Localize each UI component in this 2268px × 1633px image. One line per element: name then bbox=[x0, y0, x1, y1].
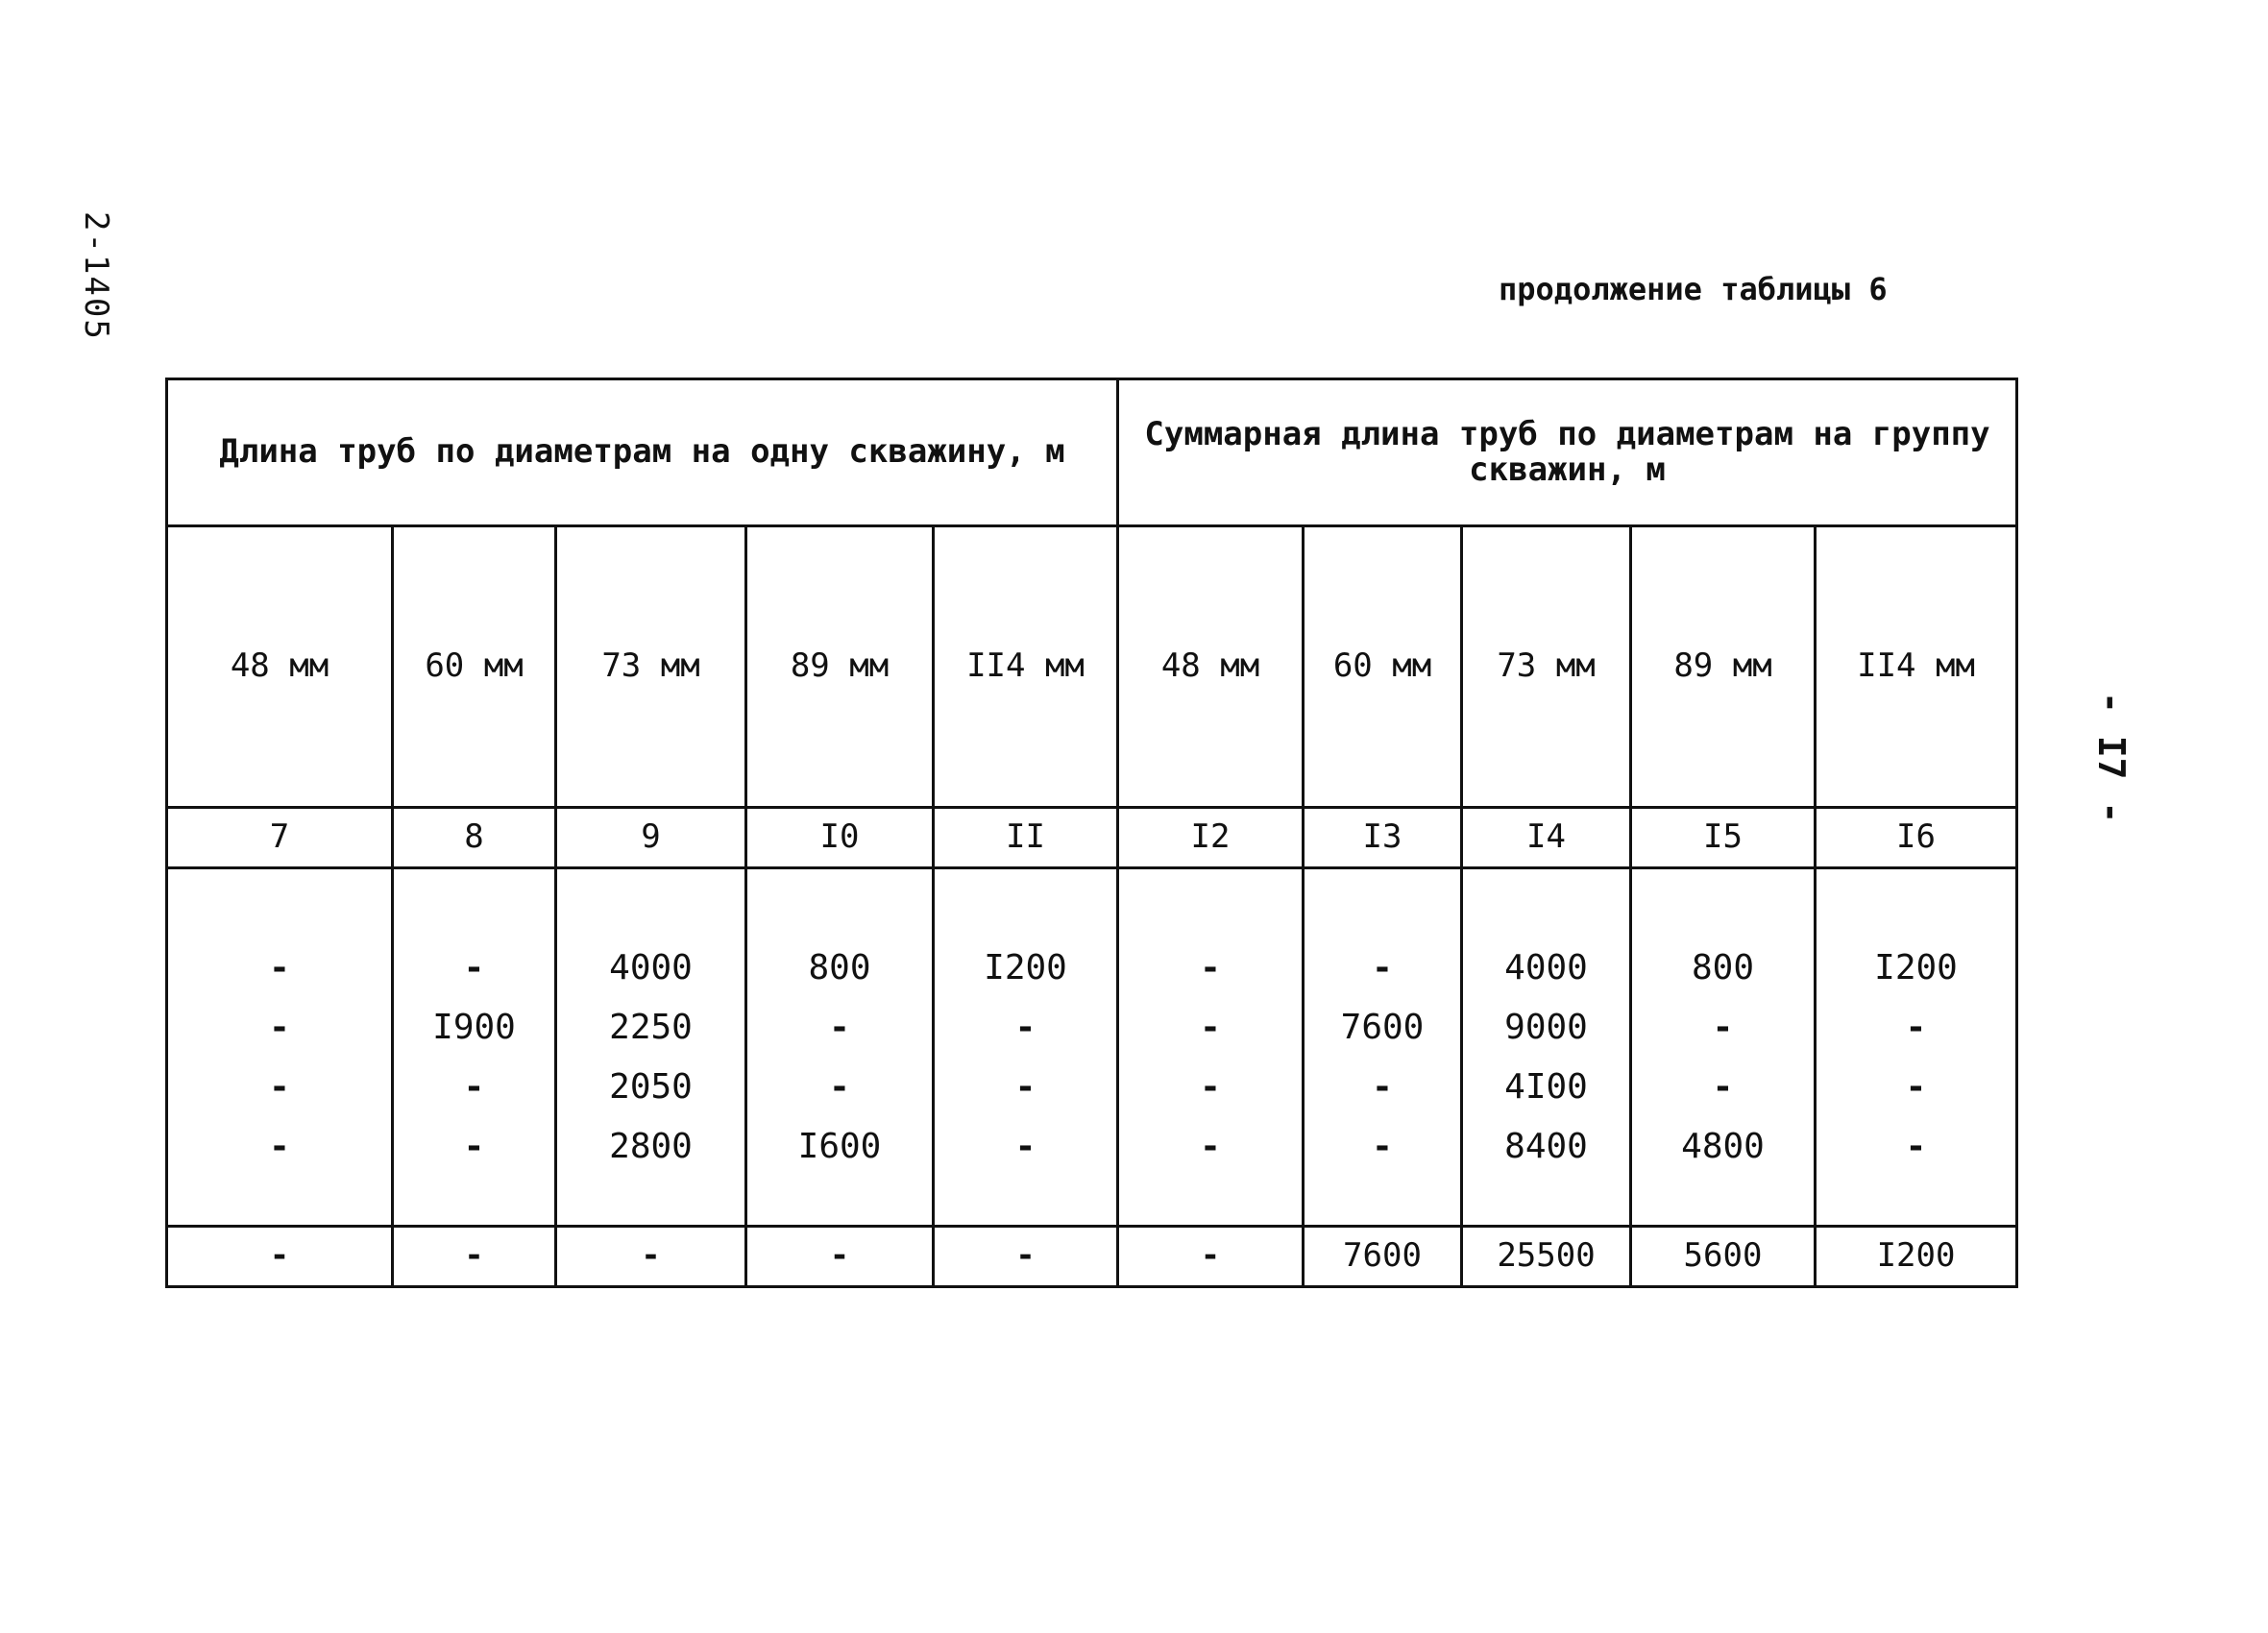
data-column-13 bbox=[1304, 868, 1462, 1227]
table-cell: 7600 bbox=[1340, 1008, 1425, 1047]
table-cell: - bbox=[1372, 1127, 1393, 1166]
data-column-15 bbox=[1631, 868, 1816, 1227]
table-cell: - bbox=[269, 1067, 290, 1107]
table-cell: - bbox=[1905, 1127, 1927, 1166]
table-cell: 4000 bbox=[1504, 948, 1588, 987]
column-number: 8 bbox=[393, 808, 556, 868]
column-number: I5 bbox=[1631, 808, 1816, 868]
data-column-9 bbox=[556, 868, 746, 1227]
table-cell: - bbox=[829, 1067, 850, 1107]
column-number: I4 bbox=[1462, 808, 1631, 868]
group-header-total: Суммарная длина труб по диаметрам на группу скважин, м bbox=[1118, 379, 2017, 526]
table-cell: - bbox=[1712, 1067, 1734, 1107]
table-cell: I900 bbox=[432, 1008, 516, 1047]
table-cell: - bbox=[1905, 1008, 1927, 1047]
table-cell: - bbox=[1712, 1008, 1734, 1047]
data-column-8 bbox=[393, 868, 556, 1227]
table-cell: I200 bbox=[1874, 948, 1958, 987]
column-number: I3 bbox=[1304, 808, 1462, 868]
table-cell: - bbox=[1200, 948, 1221, 987]
total-cell: I200 bbox=[1816, 1227, 2017, 1287]
diameter-header: 48 мм bbox=[1118, 526, 1304, 808]
diameter-header: II4 мм bbox=[1816, 526, 2017, 808]
column-number: II bbox=[934, 808, 1118, 868]
diameter-header: 73 мм bbox=[556, 526, 746, 808]
table-cell: - bbox=[1905, 1067, 1927, 1107]
data-column-14 bbox=[1462, 868, 1631, 1227]
table-cell: 800 bbox=[808, 948, 871, 987]
table-cell: - bbox=[463, 948, 485, 987]
column-number: I6 bbox=[1816, 808, 2017, 868]
total-cell: 5600 bbox=[1631, 1227, 1816, 1287]
data-column-10 bbox=[746, 868, 934, 1227]
table-cell: - bbox=[1014, 1127, 1036, 1166]
total-cell: 25500 bbox=[1462, 1227, 1631, 1287]
diameter-header: 73 мм bbox=[1462, 526, 1631, 808]
table-cell: 2250 bbox=[609, 1008, 693, 1047]
table-cell: - bbox=[463, 1067, 485, 1107]
diameter-header: 60 мм bbox=[393, 526, 556, 808]
column-number: 7 bbox=[167, 808, 393, 868]
table-cell: - bbox=[269, 1008, 290, 1047]
table-cell: - bbox=[829, 1008, 850, 1047]
table-caption: продолжение таблицы 6 bbox=[1499, 271, 1888, 307]
total-cell: - bbox=[934, 1227, 1118, 1287]
table-cell: - bbox=[1372, 948, 1393, 987]
column-number: I2 bbox=[1118, 808, 1304, 868]
table-cell: 4800 bbox=[1681, 1127, 1765, 1166]
page-number: - I7 - bbox=[2090, 692, 2133, 824]
table-cell: - bbox=[1200, 1008, 1221, 1047]
column-number: 9 bbox=[556, 808, 746, 868]
table-cell: - bbox=[463, 1127, 485, 1166]
table-cell: 4000 bbox=[609, 948, 693, 987]
pipe-length-table bbox=[165, 378, 2018, 1288]
diameter-header: 89 мм bbox=[1631, 526, 1816, 808]
data-column-11 bbox=[934, 868, 1118, 1227]
table-cell: - bbox=[1014, 1008, 1036, 1047]
data-column-7 bbox=[167, 868, 393, 1227]
table-cell: 9000 bbox=[1504, 1008, 1588, 1047]
table-cell: - bbox=[1200, 1127, 1221, 1166]
table-cell: 2050 bbox=[609, 1067, 693, 1107]
total-cell: - bbox=[1118, 1227, 1304, 1287]
table-cell: I200 bbox=[984, 948, 1067, 987]
table-cell: - bbox=[1372, 1067, 1393, 1107]
table-cell: 4I00 bbox=[1504, 1067, 1588, 1107]
table-cell: - bbox=[269, 1127, 290, 1166]
total-cell: - bbox=[556, 1227, 746, 1287]
table-cell: I600 bbox=[797, 1127, 882, 1166]
diameter-header: 89 мм bbox=[746, 526, 934, 808]
total-cell: - bbox=[746, 1227, 934, 1287]
column-number: I0 bbox=[746, 808, 934, 868]
table-cell: - bbox=[269, 948, 290, 987]
data-column-16 bbox=[1816, 868, 2017, 1227]
total-cell: - bbox=[167, 1227, 393, 1287]
data-column-12 bbox=[1118, 868, 1304, 1227]
table-cell: - bbox=[1014, 1067, 1036, 1107]
table-cell: 2800 bbox=[609, 1127, 693, 1166]
table-cell: 800 bbox=[1691, 948, 1755, 987]
total-cell: 7600 bbox=[1304, 1227, 1462, 1287]
table-cell: 8400 bbox=[1504, 1127, 1588, 1166]
group-header-per-well: Длина труб по диаметрам на одну скважину, м bbox=[167, 379, 1118, 526]
diameter-header: 48 мм bbox=[167, 526, 393, 808]
total-cell: - bbox=[393, 1227, 556, 1287]
table-cell: - bbox=[1200, 1067, 1221, 1107]
diameter-header: 60 мм bbox=[1304, 526, 1462, 808]
document-code: 2-1405 bbox=[77, 211, 115, 341]
diameter-header: II4 мм bbox=[934, 526, 1118, 808]
